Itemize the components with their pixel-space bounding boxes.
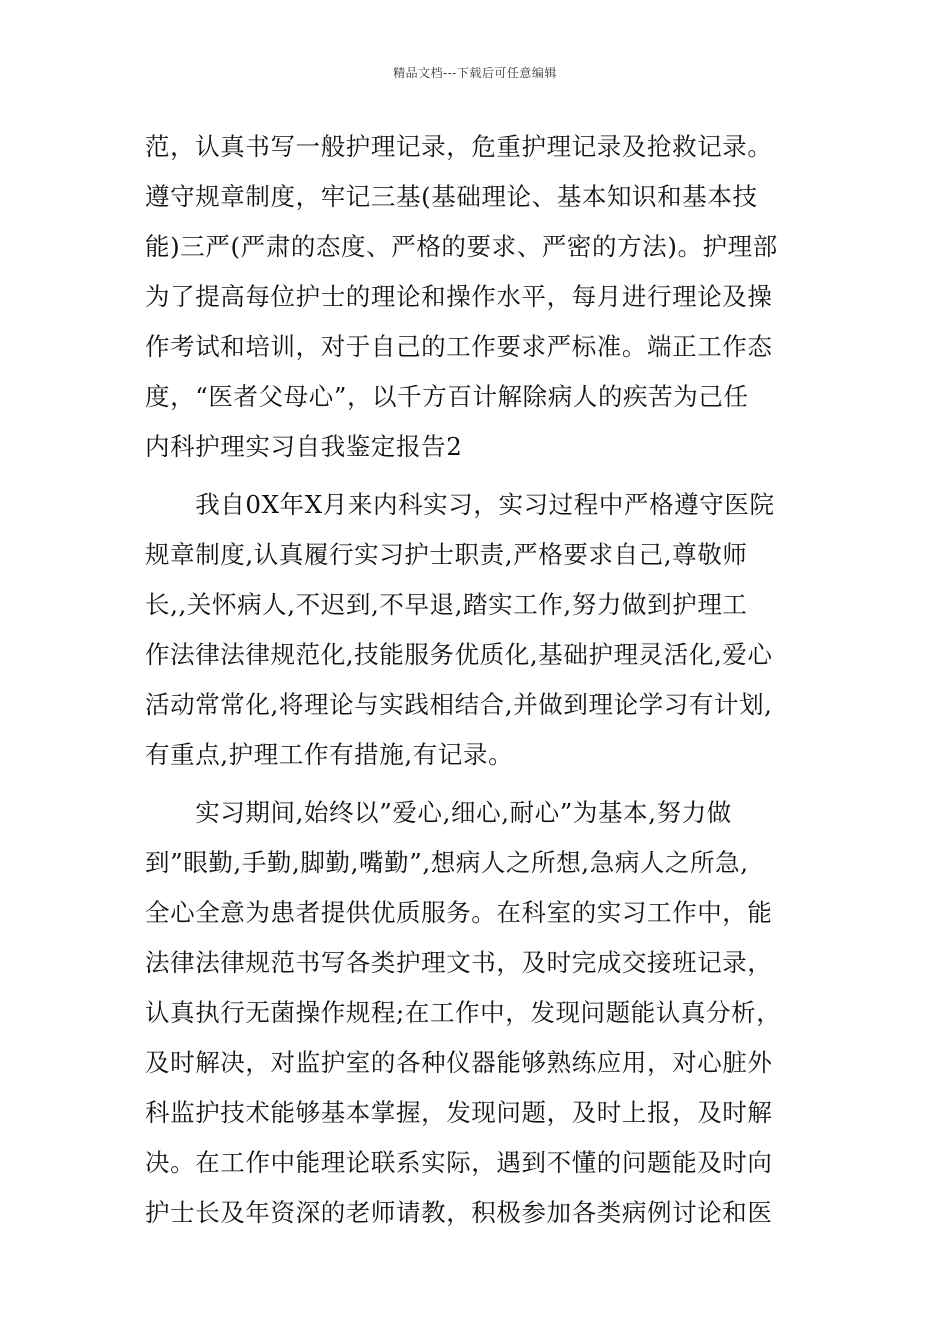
text-line: 决。在工作中能理论联系实际，遇到不懂的问题能及时向 — [145, 1148, 773, 1177]
text-line: 为了提高每位护士的理论和操作水平，每月进行理论及操 — [145, 282, 773, 311]
text-line: 全心全意为患者提供优质服务。在科室的实习工作中，能 — [145, 898, 773, 927]
text-line: 我自0X年X月来内科实习，实习过程中严格遵守医院 — [145, 490, 775, 519]
section-title: 内科护理实习自我鉴定报告2 — [145, 432, 463, 461]
text-line: 实习期间,始终以”爱心,细心,耐心”为基本,努力做 — [145, 798, 732, 827]
text-line: 作考试和培训，对于自己的工作要求严标准。端正工作态 — [145, 332, 773, 361]
text-line: 作法律法律规范化,技能服务优质化,基础护理灵活化,爱心 — [145, 640, 773, 669]
text-line: 及时解决，对监护室的各种仪器能够熟练应用，对心脏外 — [145, 1048, 773, 1077]
text-line: 长,,关怀病人,不迟到,不早退,踏实工作,努力做到护理工 — [145, 590, 748, 619]
text-line: 护士长及年资深的老师请教，积极参加各类病例讨论和医 — [145, 1198, 773, 1227]
text-line: 活动常常化,将理论与实践相结合,并做到理论学习有计划, — [145, 690, 773, 719]
paragraph-continuation — [145, 122, 810, 472]
paragraph-intro — [145, 480, 810, 780]
page-header: 精品文档---下载后可任意编辑 — [393, 66, 557, 80]
text-line: 科监护技术能够基本掌握，发现问题，及时上报，及时解 — [145, 1098, 773, 1127]
text-line: 到”眼勤,手勤,脚勤,嘴勤”,想病人之所想,急病人之所急, — [145, 848, 749, 877]
text-line: 度，“医者父母心”，以千方百计解除病人的疾苦为己任 — [145, 382, 749, 411]
text-line: 有重点,护理工作有措施,有记录。 — [145, 740, 514, 769]
text-line: 规章制度,认真履行实习护士职责,严格要求自己,尊敬师 — [145, 540, 748, 569]
text-line: 法律法律规范书写各类护理文书，及时完成交接班记录， — [145, 948, 773, 977]
document-body — [145, 122, 810, 1238]
text-line: 能)三严(严肃的态度、严格的要求、严密的方法)。护理部 — [145, 232, 778, 261]
paragraph-internship — [145, 788, 810, 1238]
text-line: 范，认真书写一般护理记录，危重护理记录及抢救记录。 — [145, 132, 773, 161]
text-line: 认真执行无菌操作规程;在工作中，发现问题能认真分析， — [145, 998, 782, 1027]
text-line: 遵守规章制度，牢记三基(基础理论、基本知识和基本技 — [145, 182, 758, 211]
